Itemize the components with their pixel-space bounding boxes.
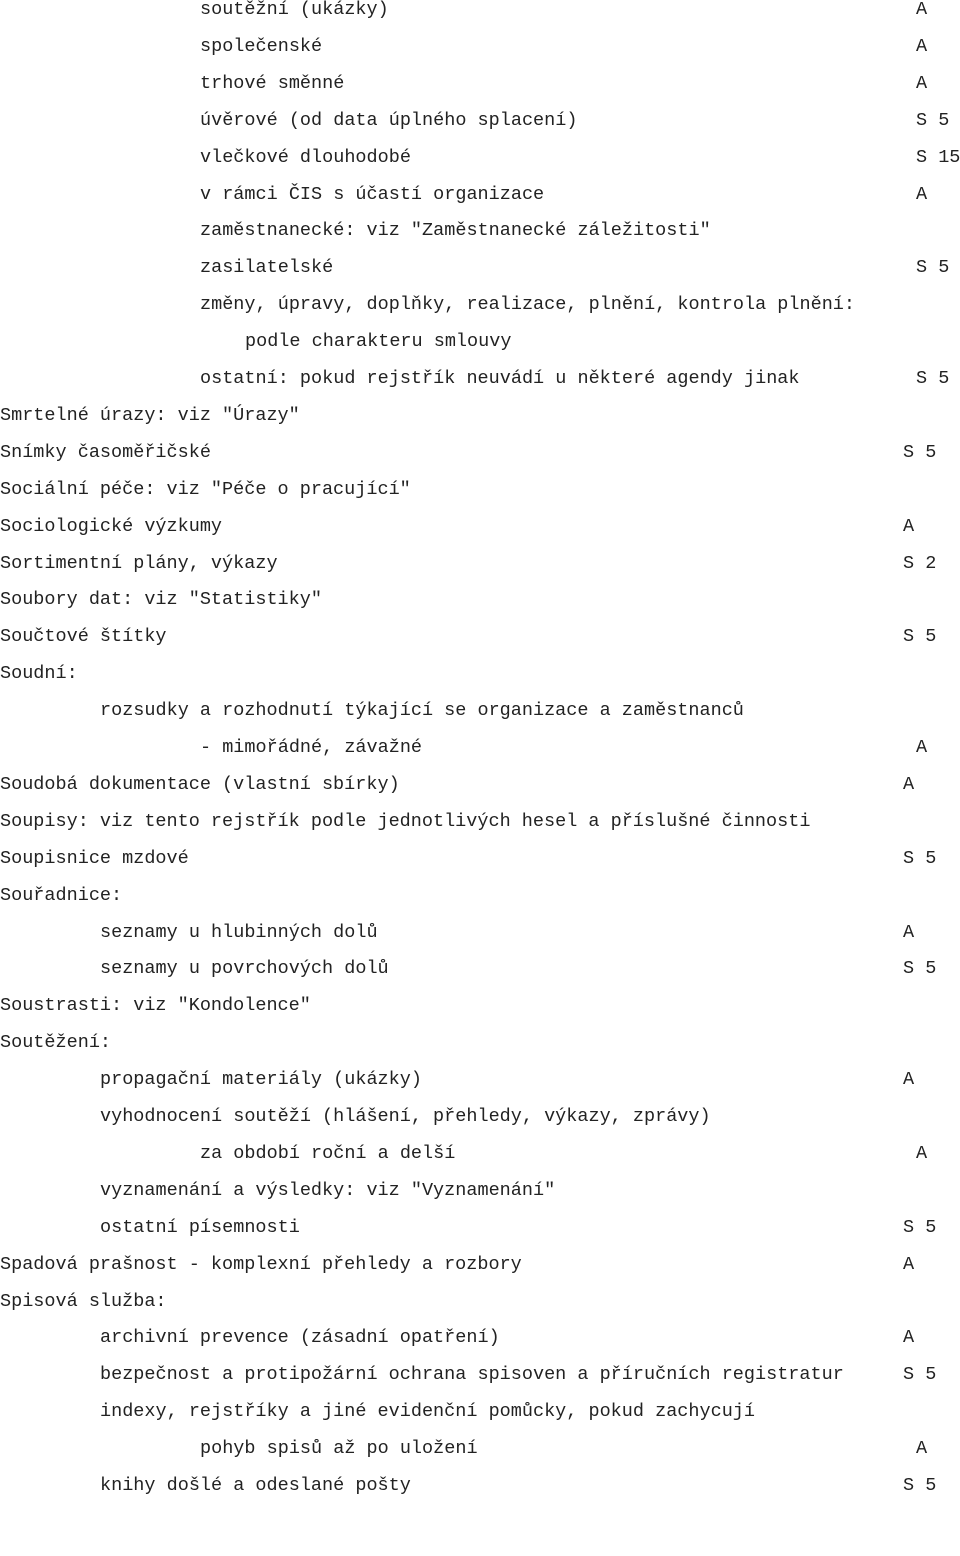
retention-code: S 5 xyxy=(903,847,937,869)
entry-row xyxy=(0,295,960,332)
entry-row xyxy=(0,701,960,738)
entry-text: pohyb spisů až po uložení xyxy=(200,1438,478,1460)
entry-row xyxy=(0,221,960,258)
entry-text: propagační materiály (ukázky) xyxy=(100,1069,422,1091)
entry-row xyxy=(0,1328,960,1365)
entry-text: ostatní: pokud rejstřík neuvádí u některé agendy jinak xyxy=(200,368,800,389)
entry-row xyxy=(0,1144,960,1181)
retention-code: A xyxy=(916,737,928,758)
entry-text: vyznamenání a výsledky: viz "Vyznamenání" xyxy=(100,1179,556,1201)
entry-heading: Soupisy: viz tento rejstřík podle jednotlivých hesel a příslušné činnosti xyxy=(0,810,811,832)
entry-text: rozsudky a rozhodnutí týkající se organizace a zaměstnanců xyxy=(100,700,744,722)
entry-heading: Soupisnice mzdové xyxy=(0,847,189,869)
retention-code: A xyxy=(916,35,928,57)
entry-row xyxy=(0,554,960,591)
entry-heading: Soubory dat: viz "Statistiky" xyxy=(0,589,322,611)
entry-text: vyhodnocení soutěží (hlášení, přehledy, výkazy, zprávy) xyxy=(100,1106,711,1127)
entry-row xyxy=(0,1365,960,1402)
entry-row xyxy=(0,1476,960,1495)
entry-row xyxy=(0,480,960,517)
retention-code: A xyxy=(903,1327,915,1349)
entry-heading: Snímky časoměřičské xyxy=(0,441,211,463)
entry-text: zaměstnanecké: viz "Zaměstnanecké záležitosti" xyxy=(200,220,711,242)
entry-text: bezpečnost a protipožární ochrana spisoven a příručních registratur xyxy=(100,1364,844,1386)
entry-row xyxy=(0,664,960,701)
retention-code: A xyxy=(903,515,915,537)
entry-text: ostatní písemnosti xyxy=(100,1216,300,1238)
entry-text: společenské xyxy=(200,35,323,57)
retention-code: S 2 xyxy=(903,552,937,574)
entry-row xyxy=(0,849,960,886)
entry-row xyxy=(0,37,960,74)
entry-text: archivní prevence (zásadní opatření) xyxy=(100,1327,500,1349)
entry-row xyxy=(0,1292,960,1329)
entry-row xyxy=(0,148,960,185)
entry-heading: Sociologické výzkumy xyxy=(0,515,223,537)
entry-row xyxy=(0,812,960,849)
entry-heading: Soudní: xyxy=(0,663,78,685)
entry-row xyxy=(0,590,960,627)
retention-code: A xyxy=(903,1253,915,1275)
entry-row xyxy=(0,1218,960,1255)
entry-heading: Smrtelné úrazy: viz "Úrazy" xyxy=(0,404,300,426)
entry-text: změny, úpravy, doplňky, realizace, plnění, kontrola plnění: xyxy=(200,294,856,316)
entry-text: vlečkové dlouhodobé xyxy=(200,146,411,168)
entry-row xyxy=(0,258,960,295)
retention-code: S 5 xyxy=(903,1216,937,1238)
entry-row xyxy=(0,1181,960,1218)
retention-code: A xyxy=(903,1069,915,1091)
retention-code: S 5 xyxy=(903,626,937,648)
entry-text: v rámci ČIS s účastí organizace xyxy=(200,183,545,205)
entry-text: podle charakteru smlouvy xyxy=(245,331,512,353)
entry-row xyxy=(0,1255,960,1292)
entry-row xyxy=(0,0,960,37)
entry-row xyxy=(0,1402,960,1439)
entry-text: za období roční a delší xyxy=(200,1142,456,1164)
entry-heading: Soudobá dokumentace (vlastní sbírky) xyxy=(0,773,400,795)
entry-row xyxy=(0,996,960,1033)
entry-heading: Spadová prašnost - komplexní přehledy a rozbory xyxy=(0,1253,522,1275)
retention-code: S 5 xyxy=(903,958,937,980)
entry-row xyxy=(0,775,960,812)
entry-row xyxy=(0,369,960,406)
retention-code: S 5 xyxy=(916,368,950,389)
retention-code: S 5 xyxy=(903,441,937,463)
entry-row xyxy=(0,111,960,148)
entry-text: trhové směnné xyxy=(200,72,345,94)
retention-code: A xyxy=(916,183,928,205)
retention-code: A xyxy=(903,921,915,943)
entry-text: - mimořádné, závažné xyxy=(200,737,423,758)
entry-row xyxy=(0,627,960,664)
retention-code: S 5 xyxy=(903,1364,937,1386)
entry-row xyxy=(0,1439,960,1476)
entry-row xyxy=(0,406,960,443)
retention-code: S 15 xyxy=(916,146,960,168)
retention-code: A xyxy=(916,72,928,94)
entry-text: knihy došlé a odeslané pošty xyxy=(100,1475,411,1496)
entry-heading: Sortimentní plány, výkazy xyxy=(0,552,278,574)
retention-code: A xyxy=(903,773,915,795)
entry-heading: Spisová služba: xyxy=(0,1290,167,1312)
entry-text: zasilatelské xyxy=(200,257,334,279)
entry-heading: Soustrasti: viz "Kondolence" xyxy=(0,995,311,1017)
retention-code: S 5 xyxy=(903,1475,937,1496)
entry-text: seznamy u hlubinných dolů xyxy=(100,921,378,943)
retention-code: A xyxy=(916,1142,928,1164)
entry-row xyxy=(0,1033,960,1070)
retention-code: S 5 xyxy=(916,109,950,131)
entry-row xyxy=(0,74,960,111)
entry-row xyxy=(0,185,960,222)
entry-row xyxy=(0,738,960,775)
entry-text: indexy, rejstříky a jiné evidenční pomůcky, pokud zachycují xyxy=(100,1401,756,1423)
entry-row xyxy=(0,886,960,923)
entry-heading: Součtové štítky xyxy=(0,626,167,648)
entry-heading: Sociální péče: viz "Péče o pracující" xyxy=(0,478,411,500)
entry-heading: Souřadnice: xyxy=(0,884,123,906)
entry-text: soutěžní (ukázky) xyxy=(200,0,389,20)
retention-code: A xyxy=(916,1438,928,1460)
entry-text: seznamy u povrchových dolů xyxy=(100,958,389,980)
entry-heading: Soutěžení: xyxy=(0,1032,112,1054)
entry-row xyxy=(0,443,960,480)
entry-row xyxy=(0,517,960,554)
retention-code: A xyxy=(916,0,928,20)
entry-row xyxy=(0,959,960,996)
retention-code: S 5 xyxy=(916,257,950,279)
entry-row xyxy=(0,332,960,369)
entry-text: úvěrové (od data úplného splacení) xyxy=(200,109,578,131)
entry-row xyxy=(0,1070,960,1107)
entry-row xyxy=(0,923,960,960)
entry-row xyxy=(0,1107,960,1144)
